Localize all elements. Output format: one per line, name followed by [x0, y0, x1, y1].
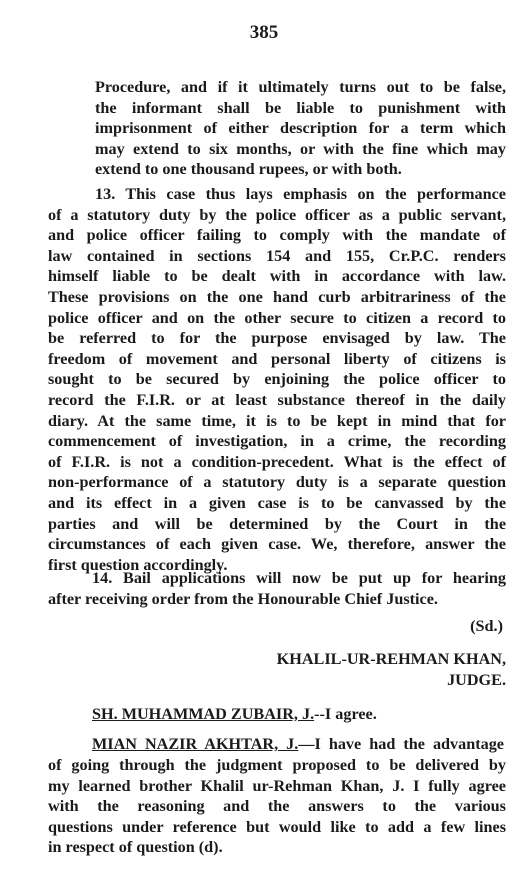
paragraph-continued-line: the informant shall be liable to punishment with: [95, 98, 506, 117]
akhtar-paragraph-line: with the reasoning and the answers to the various: [48, 797, 506, 816]
paragraph-13-line: circumstances of each given case. We, therefore, answer the: [48, 535, 506, 554]
paragraph-13-line: police officer and on the other secure to citizen a record to: [48, 308, 506, 327]
paragraph-13-line: non-performance of a statutory duty is a separate question: [48, 473, 506, 492]
paragraph-continued-line: extend to one thousand rupees, or with both.: [95, 160, 402, 179]
akhtar-paragraph-line: my learned brother Khalil ur-Rehman Khan, J. I fully agree: [48, 776, 506, 795]
paragraph-13-line: 13. This case thus lays emphasis on the performance: [95, 185, 506, 203]
zubair-paragraph: [92, 704, 377, 724]
page-number: 385: [249, 22, 279, 43]
paragraph-14-line: after receiving order from the Honourable Chief Justice.: [48, 590, 438, 608]
judge-name-akhtar: MIAN NAZIR AKHTAR, J.: [92, 735, 299, 753]
paragraph-13-line: be referred to for the purpose envisaged by law. The: [48, 329, 506, 348]
paragraph-13-line: himself liable to be dealt with in accordance with law.: [48, 267, 506, 286]
judge-name-zubair: SH. MUHAMMAD ZUBAIR, J.: [92, 705, 315, 723]
paragraph-continued-line: may extend to six months, or with the fine which may: [95, 139, 506, 158]
paragraph-continued-line: Procedure, and if it ultimately turns out to be false,: [95, 78, 506, 96]
paragraph-14-line: 14. Bail applications will now be put up for hearing: [92, 569, 506, 587]
paragraph-13-line: freedom of movement and personal liberty of citizens is: [48, 349, 506, 368]
signature-sd: (Sd.): [470, 617, 503, 635]
paragraph-13-line: commencement of investigation, in a crime, the recording: [48, 432, 506, 451]
paragraph-continued-line: imprisonment of either description for a term which: [95, 119, 506, 138]
paragraph-13-line: law contained in sections 154 and 155, Cr.P.C. renders: [48, 246, 506, 265]
signature-name: KHALIL-UR-REHMAN KHAN,: [276, 650, 506, 668]
paragraph-13-line: record the F.I.R. or at least substance thereof in the daily: [48, 391, 506, 409]
paragraph-13-line: of F.I.R. is not a condition-precedent. What is the effect of: [48, 452, 506, 471]
akhtar-paragraph-line: questions under reference but would like to add a few lines: [48, 817, 506, 836]
paragraph-13-line: and police officer failing to comply with the mandate of: [48, 226, 506, 245]
akhtar-first-text: —I have had the advantage: [298, 735, 504, 753]
paragraph-13-line: diary. At the same time, it is to be kept in mind that for: [48, 411, 506, 430]
paragraph-13-line: sought to be secured by enjoining the police officer to: [48, 370, 506, 389]
paragraph-13-line: of a statutory duty by the police officer as a public servant,: [48, 205, 506, 224]
zubair-text: --I agree.: [314, 705, 377, 723]
paragraph-13-line: parties and will be determined by the Court in the: [48, 514, 506, 533]
akhtar-first-line: [92, 734, 504, 754]
paragraph-13-line: and its effect in a given case is to be canvassed by the: [48, 494, 506, 512]
paragraph-13-line: first question accordingly.: [48, 555, 228, 574]
akhtar-paragraph-line: of going through the judgment proposed to be delivered by: [48, 756, 506, 774]
akhtar-paragraph-line: in respect of question (d).: [48, 838, 223, 857]
paragraph-13-line: These provisions on the one hand curb arbitrariness of the: [48, 288, 506, 306]
signature-title: JUDGE.: [447, 671, 506, 689]
